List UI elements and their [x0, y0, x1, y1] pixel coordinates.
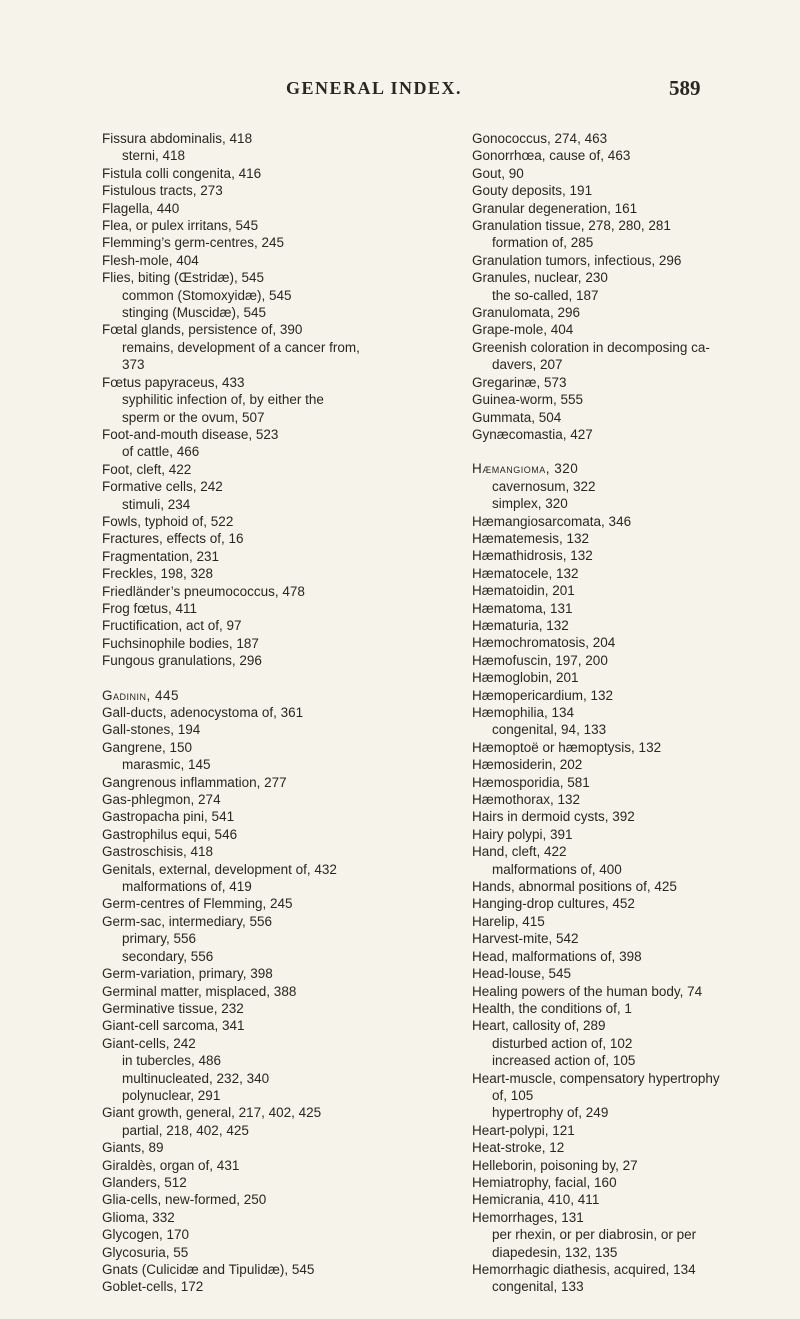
index-entry: Gonorrhœa, cause of, 463	[472, 148, 631, 164]
index-entry: Healing powers of the human body, 74	[472, 983, 703, 999]
index-entry: Flea, or pulex irritans, 545	[102, 218, 259, 234]
index-entry: Hemorrhagic diathesis, acquired, 134	[472, 1262, 696, 1277]
index-entry: Germ-sac, intermediary, 556	[102, 913, 273, 929]
index-subentry: remains, development of a cancer from,	[122, 339, 360, 355]
index-entry: Hand, cleft, 422	[472, 844, 567, 860]
index-entry: Gangrenous inflammation, 277	[102, 774, 287, 790]
index-subentry: hypertrophy of, 249	[492, 1105, 609, 1121]
index-entry: Guinea-worm, 555	[472, 392, 584, 408]
index-entry: Hæmosporidia, 581	[472, 774, 590, 790]
index-subentry: marasmic, 145	[122, 757, 211, 773]
index-entry: Hanging-drop cultures, 452	[472, 896, 635, 912]
index-entry: Formative cells, 242	[102, 479, 223, 495]
section-gap	[102, 670, 454, 687]
index-entry: Harvest-mite, 542	[472, 931, 579, 947]
index-entry: Genitals, external, development of, 432	[102, 861, 337, 877]
index-subentry: of cattle, 466	[122, 444, 200, 460]
index-entry: Glia-cells, new-formed, 250	[102, 1192, 267, 1208]
index-entry: Fissura abdominalis, 418	[102, 131, 253, 146]
index-entry: Germinal matter, misplaced, 388	[102, 983, 297, 999]
index-entry: Giant-cell sarcoma, 341	[102, 1018, 245, 1034]
index-subentry: diapedesin, 132, 135	[492, 1244, 618, 1260]
index-subentry: multinucleated, 232, 340	[122, 1070, 270, 1086]
index-entry: Head-louse, 545	[472, 966, 572, 982]
index-entry: Gastroschisis, 418	[102, 844, 214, 860]
index-entry: Fistula colli congenita, 416	[102, 165, 262, 181]
index-entry: Goblet-cells, 172	[102, 1279, 204, 1295]
index-subentry: of, 105	[492, 1087, 534, 1103]
index-subentry: cavernosum, 322	[492, 478, 596, 494]
index-entry: Hemorrhages, 131	[472, 1209, 584, 1225]
index-subentry: malformations of, 400	[492, 861, 622, 877]
index-entry: Hæmaturia, 132	[472, 617, 569, 633]
index-subentry: in tubercles, 486	[122, 1053, 222, 1069]
index-entry: Hæmatoidin, 201	[472, 583, 575, 599]
index-entry: Hæmoglobin, 201	[472, 670, 579, 686]
index-entry: Giant-cells, 242	[102, 1035, 196, 1051]
index-entry: Granular degeneration, 161	[472, 200, 638, 216]
index-entry: Gadinin, 445	[102, 687, 180, 703]
index-entry: Friedländer’s pneumococcus, 478	[102, 583, 305, 599]
index-subentry: partial, 218, 402, 425	[122, 1122, 249, 1138]
index-entry: Fragmentation, 231	[102, 548, 220, 564]
index-subentry: formation of, 285	[492, 235, 594, 251]
index-subentry: common (Stomoxyidæ), 545	[122, 287, 292, 303]
index-entry: Fowls, typhoid of, 522	[102, 513, 234, 529]
index-entry: Hæmochromatosis, 204	[472, 635, 616, 651]
index-entry: Giraldès, organ of, 431	[102, 1157, 240, 1173]
index-entry: Hæmatoma, 131	[472, 600, 573, 616]
index-entry: Hemicrania, 410, 411	[472, 1192, 600, 1208]
index-entry: Granulation tissue, 278, 280, 281	[472, 218, 671, 234]
index-subentry: secondary, 556	[122, 948, 214, 964]
index-entry: Gastrophilus equi, 546	[102, 826, 238, 842]
index-subentry: 373	[122, 357, 145, 373]
index-column-left	[102, 130, 454, 1296]
running-head: GENERAL INDEX.	[286, 78, 463, 98]
index-entry: Hands, abnormal positions of, 425	[472, 879, 677, 895]
index-entry: Glanders, 512	[102, 1174, 187, 1190]
index-entry: Gouty deposits, 191	[472, 183, 593, 199]
index-subentry: sterni, 418	[122, 148, 186, 164]
index-entry: Giants, 89	[102, 1140, 164, 1156]
index-subentry: congenital, 94, 133	[492, 722, 607, 738]
index-entry: Hairs in dermoid cysts, 392	[472, 809, 635, 825]
index-entry: Fructification, act of, 97	[102, 618, 242, 634]
index-entry: Fuchsinophile bodies, 187	[102, 635, 259, 651]
index-entry: Flesh-mole, 404	[102, 252, 199, 268]
index-entry: Hæmophilia, 134	[472, 705, 575, 720]
index-entry: Germinative tissue, 232	[102, 1000, 244, 1016]
index-entry: Hæmofuscin, 197, 200	[472, 652, 608, 668]
index-subentry: increased action of, 105	[492, 1053, 636, 1069]
index-entry: Fractures, effects of, 16	[102, 531, 244, 547]
index-entry: Glioma, 332	[102, 1209, 175, 1225]
index-entry: Hæmangioma, 320	[472, 461, 579, 477]
index-entry: Granules, nuclear, 230	[472, 270, 608, 286]
index-entry: Hæmopericardium, 132	[472, 687, 614, 703]
index-entry: Flagella, 440	[102, 200, 180, 216]
index-entry: Helleborin, poisoning by, 27	[472, 1157, 638, 1173]
index-subentry: stinging (Muscidæ), 545	[122, 305, 267, 321]
page-header	[0, 78, 800, 108]
index-subentry: disturbed action of, 102	[492, 1035, 633, 1051]
index-entry: Flies, biting (Œstridæ), 545	[102, 270, 265, 286]
index-entry: Hemiatrophy, facial, 160	[472, 1174, 617, 1190]
index-entry: Hæmoptoë or hæmoptysis, 132	[472, 739, 662, 755]
index-subentry: primary, 556	[122, 931, 197, 947]
index-entry: Glycosuria, 55	[102, 1244, 189, 1260]
index-subentry: congenital, 133	[492, 1279, 584, 1295]
index-entry: Granulation tumors, infectious, 296	[472, 252, 682, 268]
index-entry: Fungous granulations, 296	[102, 653, 262, 669]
index-entry: Frog fœtus, 411	[102, 600, 198, 616]
index-entry: Head, malformations of, 398	[472, 948, 642, 964]
index-entry: Heart, callosity of, 289	[472, 1018, 606, 1034]
index-entry: Fœtus papyraceus, 433	[102, 374, 245, 390]
index-entry: Glycogen, 170	[102, 1227, 190, 1243]
index-entry: Foot, cleft, 422	[102, 461, 192, 477]
index-entry: Gregarinæ, 573	[472, 374, 567, 390]
index-column-right	[472, 130, 772, 1296]
index-entry: Granulomata, 296	[472, 305, 581, 321]
index-entry: Gynæcomastia, 427	[472, 426, 593, 442]
index-entry: Gummata, 504	[472, 409, 562, 425]
index-entry: Fistulous tracts, 273	[102, 183, 223, 199]
index-subentry: the so-called, 187	[492, 287, 599, 303]
index-entry: Gout, 90	[472, 165, 524, 181]
index-entry: Gall-stones, 194	[102, 722, 201, 738]
index-subentry: per rhexin, or per diabrosin, or per	[492, 1227, 697, 1243]
index-entry: Hæmatocele, 132	[472, 565, 579, 581]
index-entry: Hairy polypi, 391	[472, 826, 573, 842]
index-subentry: polynuclear, 291	[122, 1087, 221, 1103]
index-entry: Gall-ducts, adenocystoma of, 361	[102, 705, 304, 720]
index-entry: Germ-variation, primary, 398	[102, 966, 273, 982]
index-entry: Freckles, 198, 328	[102, 566, 214, 582]
index-entry: Giant growth, general, 217, 402, 425	[102, 1105, 322, 1121]
index-entry: Health, the conditions of, 1	[472, 1000, 632, 1016]
index-subentry: stimuli, 234	[122, 496, 191, 512]
index-entry: Germ-centres of Flemming, 245	[102, 896, 293, 912]
index-entry: Fœtal glands, persistence of, 390	[102, 322, 303, 338]
index-entry: Heat-stroke, 12	[472, 1140, 565, 1156]
index-entry: Hæmathidrosis, 132	[472, 548, 593, 564]
index-entry: Foot-and-mouth disease, 523	[102, 426, 279, 442]
index-entry: Hæmangiosarcomata, 346	[472, 513, 632, 529]
index-entry: Hæmatemesis, 132	[472, 530, 590, 546]
index-subentry: malformations of, 419	[122, 879, 252, 895]
index-entry: Grape-mole, 404	[472, 322, 574, 338]
index-entry: Harelip, 415	[472, 913, 545, 929]
index-entry: Gangrene, 150	[102, 739, 193, 755]
index-entry: Gastropacha pini, 541	[102, 809, 235, 825]
index-entry: Hæmosiderin, 202	[472, 757, 583, 773]
index-entry: Heart-muscle, compensatory hypertrophy	[472, 1070, 720, 1086]
index-entry: Greenish coloration in decomposing ca-	[472, 339, 710, 355]
index-entry: Gonococcus, 274, 463	[472, 131, 608, 146]
index-entry: Flemming’s germ-centres, 245	[102, 235, 285, 251]
index-subentry: davers, 207	[492, 357, 563, 373]
index-subentry: simplex, 320	[492, 496, 568, 512]
index-subentry: sperm or the ovum, 507	[122, 409, 265, 425]
index-subentry: syphilitic infection of, by either the	[122, 392, 324, 408]
section-gap	[472, 443, 772, 460]
index-entry: Hæmothorax, 132	[472, 792, 581, 808]
index-entry: Heart-polypi, 121	[472, 1122, 575, 1138]
page-number: 589	[669, 76, 701, 100]
index-entry: Gas-phlegmon, 274	[102, 792, 221, 808]
index-entry: Gnats (Culicidæ and Tipulidæ), 545	[102, 1262, 315, 1277]
